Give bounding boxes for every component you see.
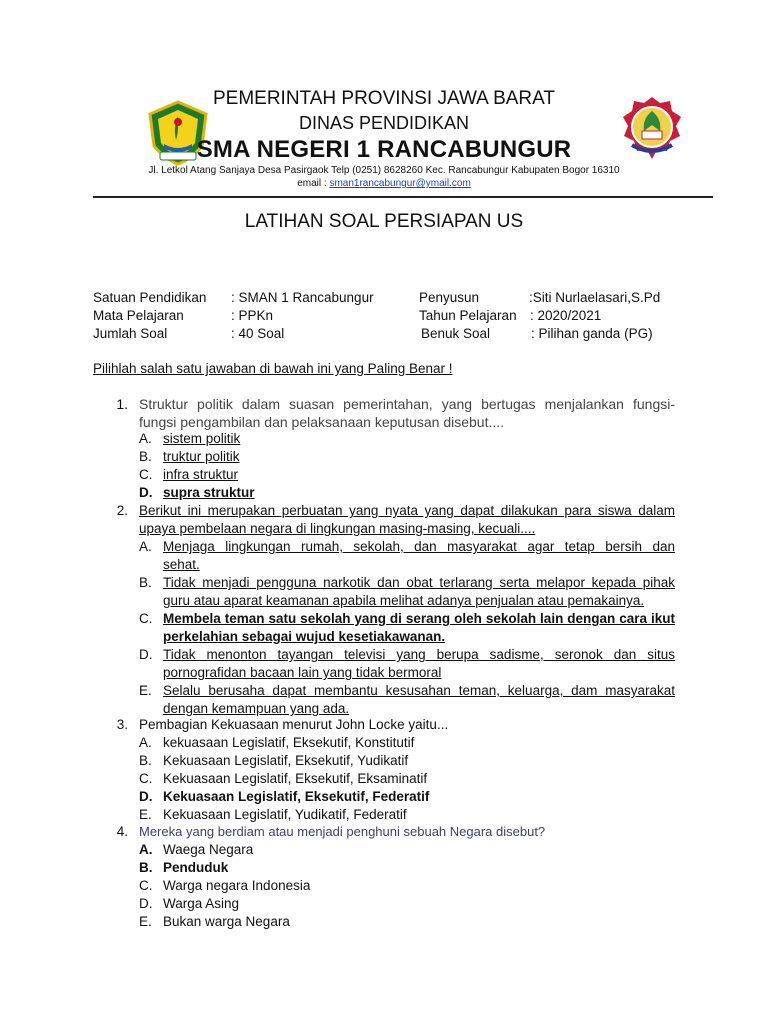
option-letter: C. (139, 611, 153, 626)
question-number: 4. (116, 824, 128, 839)
info-penyusun-value: :Siti Nurlaelasari,S.Pd (529, 290, 661, 305)
option-line: Tidak menjadi pengguna narkotik dan obat terlarang serta melapor kepada pihak (163, 575, 675, 590)
question-line: Struktur politik dalam suasan pemerintahan, yang bertugas menjalankan fungsi- (139, 396, 675, 412)
option-letter: C. (139, 771, 153, 786)
option-line: Tidak menonton tayangan televisi yang berupa sadisme, seronok dan situs (163, 647, 675, 662)
option-text (163, 538, 675, 574)
info-bentuk-label: Benuk Soal (421, 326, 491, 341)
info-jumlah-value: : 40 Soal (231, 326, 285, 341)
option-text: Kekuasaan Legislatif, Yudikatif, Federatif (163, 807, 407, 822)
option-text: Kekuasaan Legislatif, Eksekutif, Federatif (163, 789, 430, 804)
question-text (139, 395, 675, 431)
school-name: SMA NEGERI 1 RANCABUNGUR (196, 136, 572, 163)
school-email-line (0, 178, 768, 189)
option-text: Kekuasaan Legislatif, Eksekutif, Eksaminatif (163, 771, 428, 786)
option-text: infra struktur (163, 467, 239, 482)
option-letter: C. (139, 467, 153, 482)
header-government: PEMERINTAH PROVINSI JAWA BARAT (212, 88, 556, 109)
school-address: Jl. Letkol Atang Sanjaya Desa Pasirgaok Telp (0251) 8628260 Kec. Rancabungur Kabupaten Bogor 16310 (148, 165, 620, 176)
option-letter: D. (139, 647, 153, 662)
option-text: Kekuasaan Legislatif, Eksekutif, Yudikatif (163, 753, 409, 768)
option-line: guru atau aparat keamanan apabila melihat adanya penjualan atau pemakainya. (163, 593, 645, 608)
option-text: Penduduk (163, 860, 229, 875)
instruction: Pilihlah salah satu jawaban di bawah ini yang Paling Benar ! (93, 361, 453, 376)
option-letter: B. (139, 753, 152, 768)
option-text (163, 610, 675, 646)
option-letter: D. (139, 789, 153, 804)
option-text (163, 646, 675, 682)
option-letter: E. (139, 807, 152, 822)
option-line: perkelahian sebagai wujud kesetiakawanan. (163, 629, 446, 644)
header-department: DINAS PENDIDIKAN (298, 113, 470, 133)
email-link[interactable]: sman1rancabungur@ymail.com (329, 178, 471, 189)
option-text: Warga Asing (163, 896, 240, 911)
option-line: Menjaga lingkungan rumah, sekolah, dan masyarakat agar tetap bersih dan (163, 539, 675, 554)
option-text: supra struktur (163, 485, 255, 500)
info-tahun-value: : 2020/2021 (530, 308, 602, 323)
option-letter: E. (139, 683, 152, 698)
info-penyusun-label: Penyusun (419, 290, 480, 305)
option-letter: A. (139, 431, 152, 446)
option-text: kekuasaan Legislatif, Eksekutif, Konstitutif (163, 735, 415, 750)
question-text: Pembagian Kekuasaan menurut John Locke yaitu... (139, 717, 449, 732)
question-number: 1. (116, 396, 128, 412)
question-line: fungsi pengambilan dan pelaksanaan keputusan disebut.... (139, 414, 505, 430)
question-number: 3. (116, 717, 128, 732)
question-line: Berikut ini merupakan perbuatan yang nyata yang dapat dilakukan para siswa dalam (139, 503, 675, 518)
option-text (163, 574, 675, 610)
info-mapel-label: Mata Pelajaran (93, 308, 184, 323)
info-tahun-label: Tahun Pelajaran (419, 308, 517, 323)
option-text: Waega Negara (163, 842, 254, 857)
option-letter: A. (139, 539, 152, 554)
info-jumlah-label: Jumlah Soal (93, 326, 168, 341)
question-line: upaya pembelaan negara di lingkungan masing-masing, kecuali.... (139, 521, 536, 536)
option-line: dengan kemampuan yang ada. (163, 701, 350, 716)
option-text: truktur politik (163, 449, 240, 464)
option-text: sistem politik (163, 431, 241, 446)
option-text (163, 682, 675, 718)
option-line: sehat. (163, 557, 200, 572)
info-satuan-value: : SMAN 1 Rancabungur (231, 290, 374, 305)
option-line: Selalu berusaha dapat membantu kesusahan teman, keluarga, dam masyarakat (163, 683, 675, 698)
option-letter: D. (139, 485, 153, 500)
option-letter: B. (139, 860, 153, 875)
header-divider (93, 196, 713, 198)
option-letter: C. (139, 878, 153, 893)
option-text: Bukan warga Negara (163, 914, 290, 929)
question-text (139, 502, 675, 538)
option-text: Warga negara Indonesia (163, 878, 311, 893)
option-letter: E. (139, 914, 152, 929)
option-letter: B. (139, 575, 152, 590)
option-letter: B. (139, 449, 152, 464)
info-satuan-label: Satuan Pendidikan (93, 290, 207, 305)
info-bentuk-value: : Pilihan ganda (PG) (531, 326, 653, 341)
option-line: Membela teman satu sekolah yang di serang oleh sekolah lain dengan cara ikut (163, 611, 675, 626)
page-title: LATIHAN SOAL PERSIAPAN US (244, 211, 524, 232)
option-letter: D. (139, 896, 153, 911)
email-label: email : (297, 178, 327, 189)
question-number: 2. (116, 503, 128, 518)
option-letter: A. (139, 842, 153, 857)
option-line: pornografidan bacaan lain yang tidak bermoral (163, 665, 442, 680)
question-text: Mereka yang berdiam atau menjadi penghuni sebuah Negara disebut? (139, 824, 546, 839)
option-letter: A. (139, 735, 152, 750)
info-mapel-value: : PPKn (231, 308, 274, 323)
